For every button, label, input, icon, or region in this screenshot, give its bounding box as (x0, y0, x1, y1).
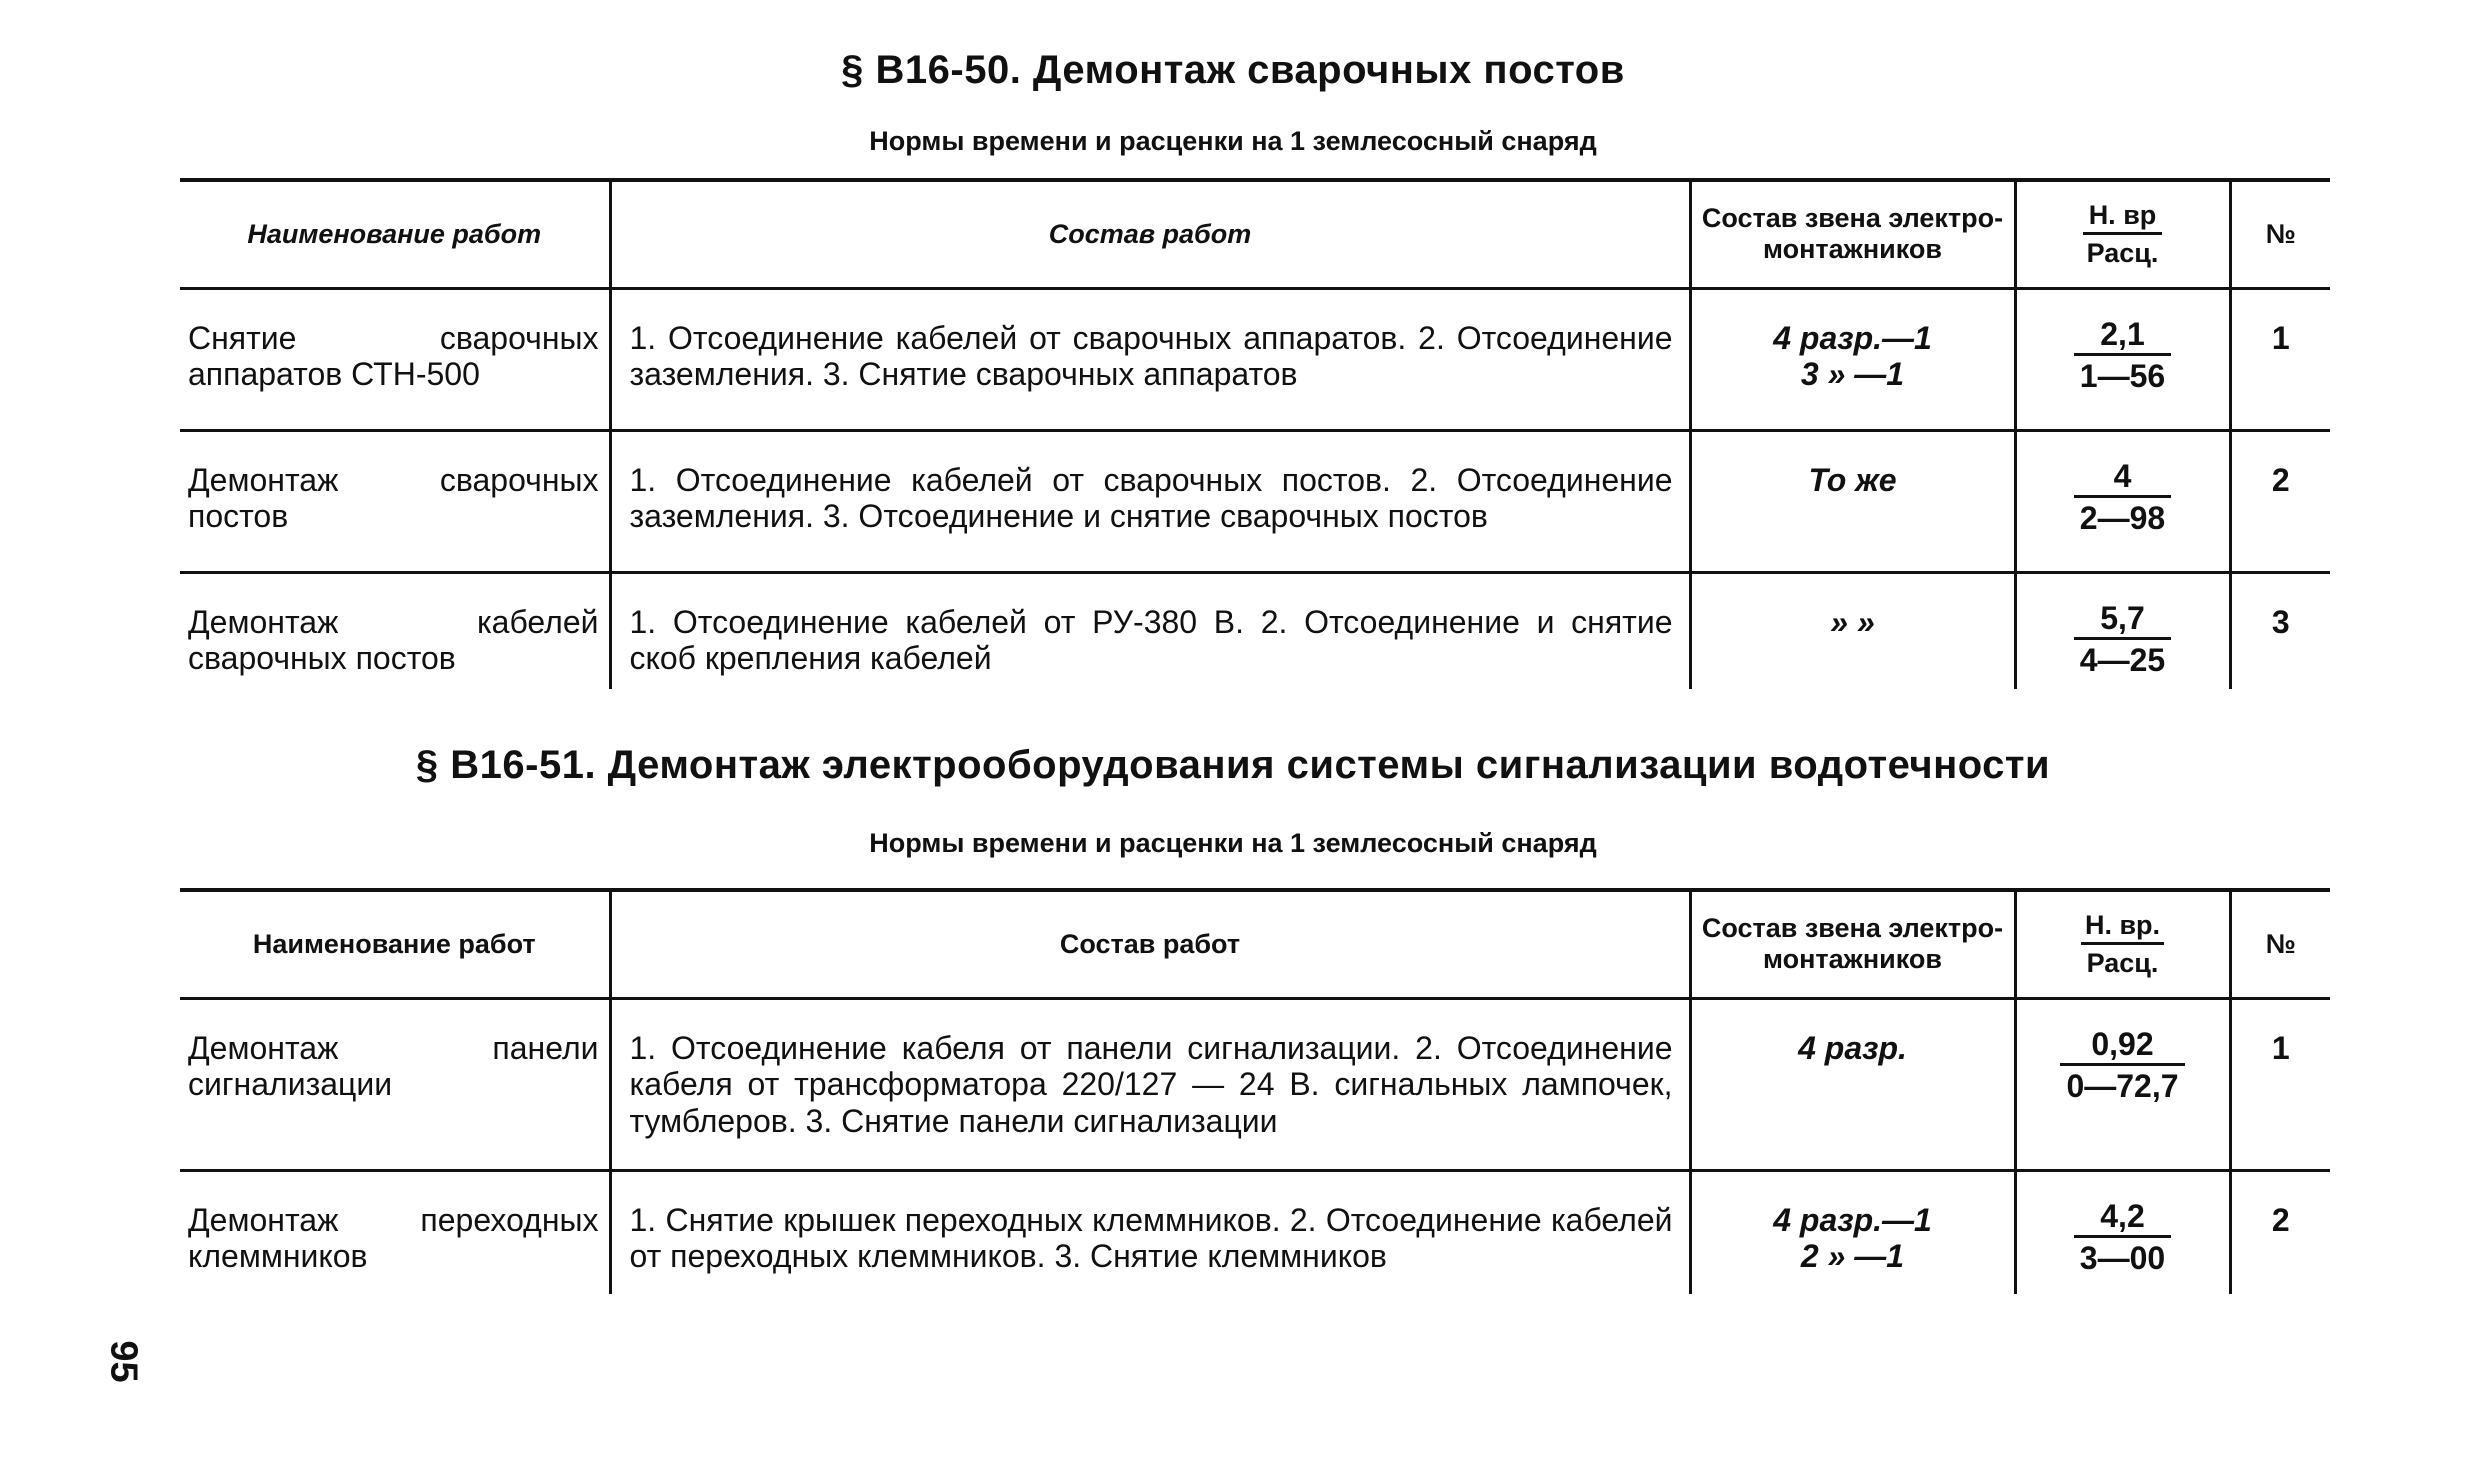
crew-line: 3 » —1 (1800, 356, 1905, 393)
header-work: Состав работ (610, 890, 1690, 998)
section-subtitle-b16-50: Нормы времени и расценки на 1 землесосный снаряд (869, 126, 1597, 156)
row-number: 1 (2230, 288, 2330, 430)
header-work: Состав работ (610, 180, 1690, 288)
work-name: Демонтаж переходных клеммников (180, 1170, 610, 1294)
row-number: 2 (2230, 1170, 2330, 1294)
crew-line: То же (1808, 461, 1897, 498)
time-norm: 0,92 (2060, 1028, 2184, 1067)
work-content: 1. Снятие крышек переходных клеммников. 2. Отсоединение кабелей от переходных клеммников. 3. Снятие клеммников (610, 1170, 1690, 1294)
table-row (180, 1170, 2330, 1294)
crew-composition (1690, 430, 2015, 572)
header-norm-rate: Расц. (2086, 947, 2159, 978)
table-row (180, 288, 2330, 430)
work-content: 1. Отсоединение кабеля от панели сигнализации. 2. Отсоединение кабеля от трансформатора 220/127 — 24 В. сигнальных лампочек, тумблеров. 3. Снятие панели сигнализации (610, 998, 1690, 1170)
table-header-row (180, 180, 2330, 288)
crew-composition (1690, 572, 2015, 689)
norm-fraction (2015, 430, 2230, 572)
time-norm: 4 (2074, 460, 2171, 499)
norms-table-b16-50 (180, 178, 2330, 689)
table-header-row (180, 890, 2330, 998)
rate: 1—56 (2079, 358, 2166, 395)
table-row (180, 430, 2330, 572)
header-number: № (2230, 180, 2330, 288)
time-norm: 4,2 (2074, 1200, 2171, 1239)
header-norm (2015, 890, 2230, 998)
norm-fraction (2015, 998, 2230, 1170)
header-name: Наименование работ (180, 180, 610, 288)
work-name: Демонтаж кабелей сварочных постов (180, 572, 610, 689)
crew-line: 4 разр. (1798, 1029, 1907, 1066)
rate: 3—00 (2079, 1240, 2166, 1277)
header-norm-rate: Расц. (2086, 237, 2159, 268)
row-number: 1 (2230, 998, 2330, 1170)
rate: 4—25 (2079, 642, 2166, 679)
header-norm-time: Н. вр (2083, 199, 2163, 234)
crew-line: » » (1830, 603, 1875, 640)
section-title-b16-51: § В16-51. Демонтаж электрооборудования системы сигнализации водотечности (415, 743, 2051, 787)
rate: 2—98 (2079, 500, 2166, 537)
crew-composition (1690, 288, 2015, 430)
time-norm: 5,7 (2074, 602, 2171, 641)
norm-fraction (2015, 572, 2230, 689)
rate: 0—72,7 (2066, 1068, 2179, 1105)
norm-fraction (2015, 1170, 2230, 1294)
section-title-b16-50: § В16-50. Демонтаж сварочных постов (841, 48, 1625, 92)
header-norm (2015, 180, 2230, 288)
norm-fraction (2015, 288, 2230, 430)
header-norm-time: Н. вр. (2081, 909, 2164, 944)
crew-line: 4 разр.—1 (1773, 1201, 1932, 1238)
work-name: Снятие сварочных аппаратов СТН-500 (180, 288, 610, 430)
header-number: № (2230, 890, 2330, 998)
table-row (180, 998, 2330, 1170)
header-crew: Состав звена электро-монтажников (1690, 890, 2015, 998)
work-content: 1. Отсоединение кабелей от сварочных постов. 2. Отсоединение заземления. 3. Отсоединение и снятие сварочных постов (610, 430, 1690, 572)
row-number: 3 (2230, 572, 2330, 689)
work-content: 1. Отсоединение кабелей от РУ-380 В. 2. Отсоединение и снятие скоб крепления кабелей (610, 572, 1690, 689)
work-content: 1. Отсоединение кабелей от сварочных аппаратов. 2. Отсоединение заземления. 3. Снятие сварочных аппаратов (610, 288, 1690, 430)
work-name: Демонтаж сварочных постов (180, 430, 610, 572)
crew-line: 4 разр.—1 (1773, 319, 1932, 356)
page-number: 95 (102, 1340, 145, 1383)
header-crew: Состав звена электро-монтажников (1690, 180, 2015, 288)
header-name: Наименование работ (180, 890, 610, 998)
section-subtitle-b16-51: Нормы времени и расценки на 1 землесосный снаряд (869, 828, 1597, 858)
norms-table-b16-51 (180, 888, 2330, 1294)
crew-line: 2 » —1 (1800, 1238, 1905, 1275)
table-row (180, 572, 2330, 689)
crew-composition (1690, 1170, 2015, 1294)
time-norm: 2,1 (2074, 318, 2171, 357)
crew-composition (1690, 998, 2015, 1170)
work-name: Демонтаж панели сигнализации (180, 998, 610, 1170)
row-number: 2 (2230, 430, 2330, 572)
